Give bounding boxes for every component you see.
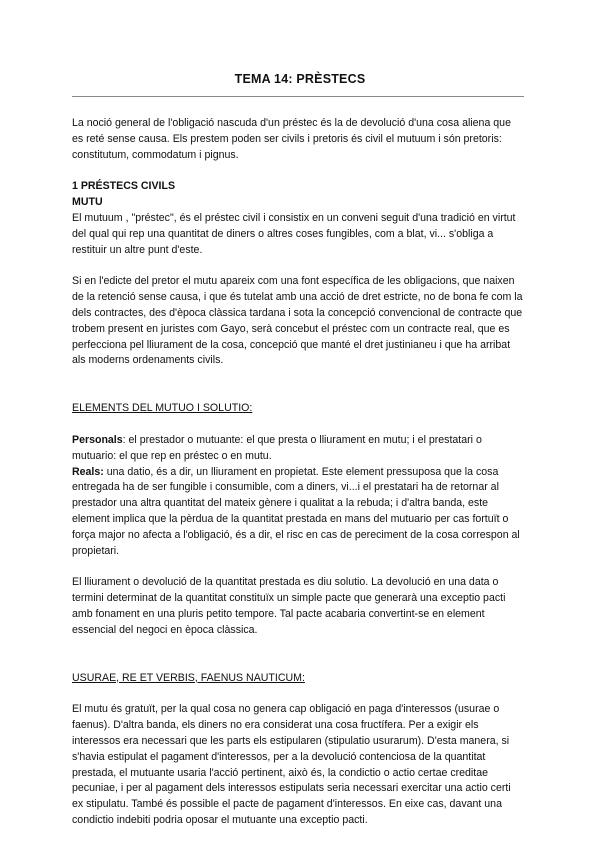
section1-subheading: MUTU bbox=[72, 196, 103, 209]
personals-label: Personals bbox=[72, 433, 123, 446]
personals-text: : el prestador o mutuante: el que presta o lliurament en mutu; i el prestatari o mutuario: el que rep en préstec o en mutu. bbox=[72, 433, 482, 462]
reals-label: Reals: bbox=[72, 465, 104, 478]
section1-heading: 1 PRÉSTECS CIVILS bbox=[72, 180, 176, 193]
reals-paragraph bbox=[72, 465, 524, 560]
document-body bbox=[72, 116, 524, 829]
personals-paragraph bbox=[72, 433, 524, 465]
intro-paragraph: La noció general de l'obligació nascuda d'un préstec és la de devolució d'una cosa aliena que es reté sense causa. Els prestem poden ser civils i pretoris és civil el mutuum i són pretoris: constitutum, commodatum i pignus. bbox=[72, 117, 511, 161]
section3-paragraph: El mutu és gratuït, per la qual cosa no genera cap obligació en paga d'interessos (usurae o faenus). D'altra banda, els diners no era considerat una cosa fructífera. Per a exigir els interessos era necessari que les parts els estipularen (stipulatio usurarum). D'esta manera, si s'havia estipulat el pagament d'interessos, per a la devolució contenciosa de la quantitat prestada, el mutuante usaria l'acció pertinent, això és, la condictio o actio certae creditae pecuniae, i per al pagament dels interessos estipulats seria necessari exercitar una actio certi ex stipulatu. També és possible el pacte de pagament d'interessos. En eixe cas, davant una condictio indebiti podria oposar el mutuante una exceptio pacti. bbox=[72, 703, 511, 826]
section1-paragraph-2: Si en l'edicte del pretor el mutu apareix com una font específica de les obligacions, que naixen de la retenció sense causa, i que és tutelat amb una acció de dret estricte, no de bona fe com la dels contractes, des d'època clàssica tardana i sota la concepció convencional de contracte que trobem present en juristes com Gayo, serà concebut el préstec com un contracte real, que es perfecciona pel lliurament de la cosa, concepció que manté el dret justinianeu i que ha arribat als moderns ordenaments civils. bbox=[72, 275, 523, 367]
reals-text: una datio, és a dir, un lliurament en propietat. Este element pressuposa que la cosa entregada ha de ser fungible i consumible, com a diners, vi...i el prestatari ha de retornar al prestador una altra quantitat del mateix gènere i qualitat a la rebuda; i d'altra banda, este element implica que la pèrdua de la quantitat prestada en mans del mutuario per cas fortuït o força major no afecta a l'obligació, és a dir, el risc en cas de pereciment de la cosa correspon al propietari. bbox=[72, 465, 520, 557]
section2-heading: ELEMENTS DEL MUTUO I SOLUTIO: bbox=[72, 402, 253, 415]
page-title: TEMA 14: PRÈSTECS bbox=[234, 72, 366, 86]
title-divider bbox=[72, 96, 524, 97]
solutio-paragraph: El lliurament o devolució de la quantitat prestada es diu solutio. La devolució en una data o termini determinat de la quantitat constituïx un simple pacte que generarà una exceptio pacti amb fonament en una pluris petito tempore. Tal pacte acabaria convertint-se en element essencial del negoci en època clàssica. bbox=[72, 576, 506, 636]
section3-heading: USURAE, RE ET VERBIS, FAENUS NAUTICUM: bbox=[72, 671, 305, 684]
section1-paragraph-1: El mutuum , "préstec", és el préstec civil i consistix en un conveni seguit d'una tradició en virtut del qual qui rep una quantitat de diners o altres coses fungibles, com a blat, vi... s'obliga a restituir un altre punt d'este. bbox=[72, 211, 516, 256]
